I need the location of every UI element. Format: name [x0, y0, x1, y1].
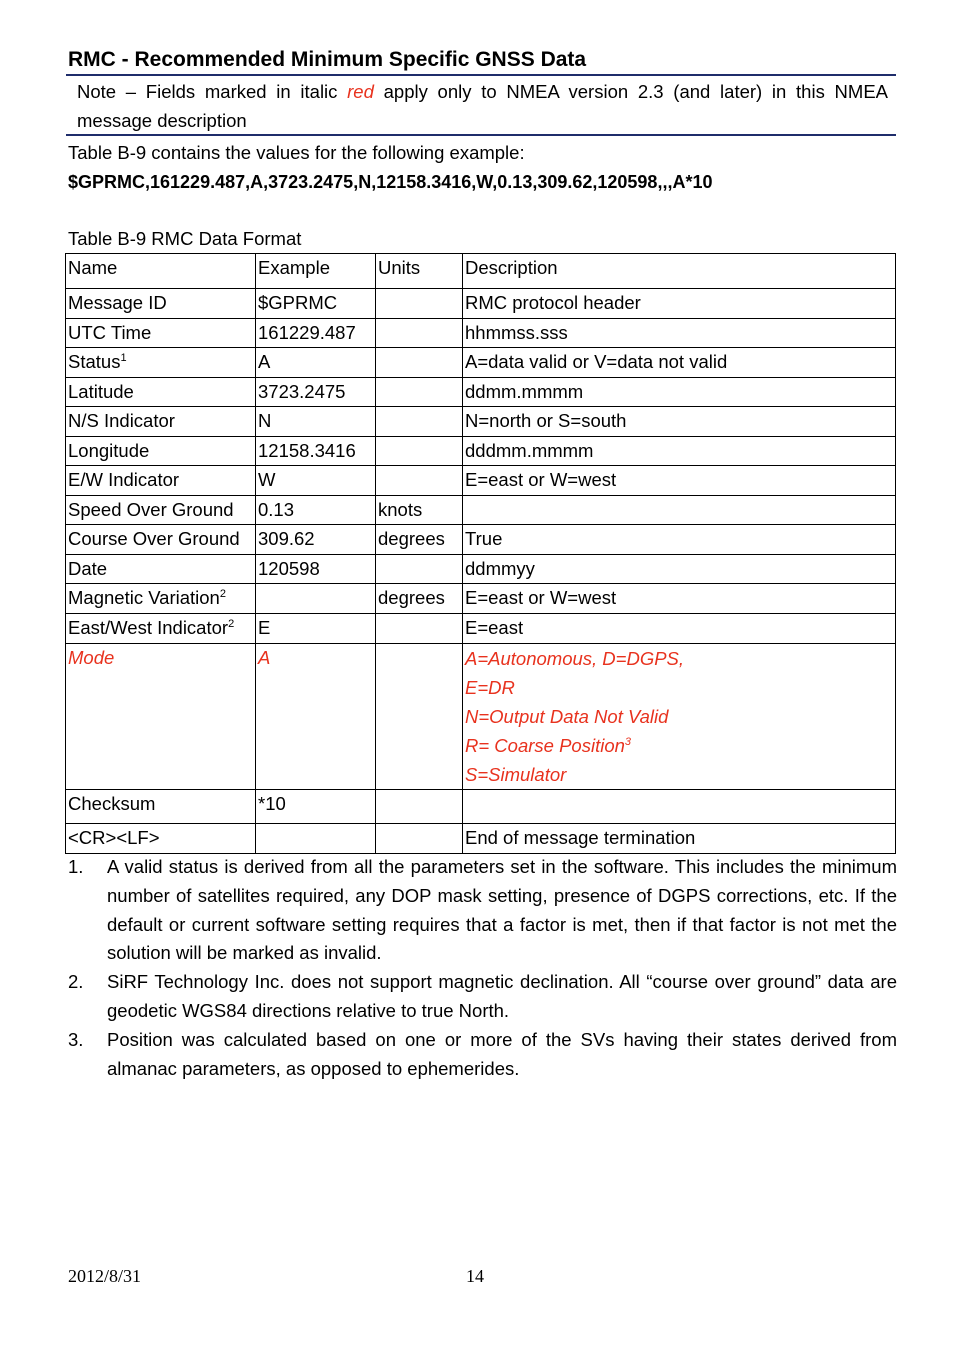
cell-units: [376, 496, 463, 525]
cell-description-text: E=east or W=west: [465, 587, 617, 608]
cell-units: [376, 644, 463, 790]
cell-name: [66, 348, 256, 378]
cell-name-text: Course Over Ground: [68, 528, 240, 549]
cell-name: [66, 437, 256, 466]
cell-name-text: Status: [68, 351, 121, 372]
table-header-row: [66, 254, 896, 289]
cell-units: [376, 378, 463, 407]
cell-description: [463, 437, 896, 466]
cell-name: [66, 466, 256, 496]
cell-name: [66, 319, 256, 348]
table-row: [66, 614, 896, 644]
footnote: [68, 1026, 897, 1084]
cell-name-text: Speed Over Ground: [68, 499, 234, 520]
footnote-number: 2.: [68, 971, 84, 993]
cell-example-text: N: [258, 410, 272, 431]
cell-description-text: E=east or W=west: [465, 469, 617, 490]
cell-example-text: 0.13: [258, 499, 295, 520]
cell-units: [376, 437, 463, 466]
cell-description-text: True: [465, 528, 503, 549]
cell-example: [256, 407, 376, 437]
mode-option-text: R= Coarse Position: [465, 735, 625, 756]
note-prefix: Note – Fields marked in italic: [77, 81, 348, 102]
cell-example-text: A: [258, 351, 271, 372]
mode-option-text: E=DR: [465, 677, 515, 698]
note-suffix: apply only to NMEA version 2.3 (and later) in this NMEA message description: [77, 81, 888, 131]
footnote-text: A valid status is derived from all the parameters set in the software. This includes the minimum number of satellites required, any DOP mask setting, presence of DGPS corrections, etc. If the default or current software setting requires that a factor is met, then if that factor is not met the solution will be marked as invalid.: [107, 856, 897, 964]
cell-example: [256, 437, 376, 466]
cell-name: [66, 824, 256, 854]
mode-option-text: A=Autonomous, D=DGPS,: [465, 648, 685, 669]
cell-units: [376, 824, 463, 854]
mode-option: [465, 644, 895, 673]
cell-name: [66, 525, 256, 555]
cell-description-text: ddmm.mmmm: [465, 381, 584, 402]
cell-units: [376, 407, 463, 437]
header-units: Units: [376, 254, 463, 289]
cell-description-text: E=east: [465, 617, 524, 638]
cell-description: [463, 824, 896, 854]
cell-example: [256, 319, 376, 348]
cell-example: [256, 644, 376, 790]
cell-description-text: A=data valid or V=data not valid: [465, 351, 728, 372]
footnote-text: Position was calculated based on one or more of the SVs having their states derived from almanac parameters, as opposed to ephemerides.: [107, 1028, 897, 1079]
footnote-number: 3.: [68, 1028, 84, 1050]
cell-description-text: End of message termination: [465, 827, 696, 848]
cell-name: [66, 378, 256, 407]
cell-description-text: dddmm.mmmm: [465, 440, 594, 461]
cell-example: [256, 584, 376, 614]
cell-example-text: $GPRMC: [258, 292, 338, 313]
cell-name: [66, 790, 256, 824]
cell-name-text: <CR><LF>: [68, 827, 160, 848]
cell-example: [256, 466, 376, 496]
cell-name: [66, 555, 256, 584]
cell-description: [463, 644, 896, 790]
cell-name-text: Message ID: [68, 292, 167, 313]
footnote-ref: 2: [219, 587, 226, 600]
table-row: [66, 437, 896, 466]
cell-name-text: UTC Time: [68, 322, 152, 343]
mode-option: [465, 702, 895, 731]
mode-option: [465, 673, 895, 702]
cell-example: [256, 525, 376, 555]
footnote: [68, 968, 897, 1026]
cell-description: [463, 378, 896, 407]
footnotes: [68, 853, 897, 1083]
cell-units: [376, 525, 463, 555]
cell-example-text: 12158.3416: [258, 440, 356, 461]
table-row: [66, 319, 896, 348]
cell-example: [256, 348, 376, 378]
table-row: [66, 496, 896, 525]
cell-example: [256, 289, 376, 319]
cell-example: [256, 614, 376, 644]
cell-description: [463, 319, 896, 348]
cell-name-text: East/West Indicator: [68, 617, 229, 638]
section-heading: RMC - Recommended Minimum Specific GNSS Data: [68, 48, 587, 71]
table-row: [66, 555, 896, 584]
cell-name-text: Mode: [68, 647, 115, 668]
header-example: Example: [256, 254, 376, 289]
cell-example-text: 161229.487: [258, 322, 356, 343]
footnote: [68, 853, 897, 968]
cell-description-text: RMC protocol header: [465, 292, 641, 313]
rmc-table: [65, 253, 896, 854]
note-paragraph: [77, 78, 888, 135]
table-row: [66, 466, 896, 496]
table-row: [66, 525, 896, 555]
cell-name: [66, 614, 256, 644]
cell-description: [463, 790, 896, 824]
cell-name-text: Latitude: [68, 381, 134, 402]
mode-option-text: S=Simulator: [465, 764, 567, 785]
cell-name-text: E/W Indicator: [68, 469, 180, 490]
header-description: Description: [463, 254, 896, 289]
cell-name-text: Longitude: [68, 440, 150, 461]
cell-name: [66, 644, 256, 790]
cell-example-text: 309.62: [258, 528, 315, 549]
cell-units: [376, 348, 463, 378]
mode-option: [465, 760, 895, 789]
cell-description-text: N=north or S=south: [465, 410, 627, 431]
cell-units: [376, 319, 463, 348]
table-row-mode: [66, 644, 896, 790]
cell-example: [256, 824, 376, 854]
example-sentence: $GPRMC,161229.487,A,3723.2475,N,12158.3416,W,0.13,309.62,120598,,,A*10: [68, 172, 713, 192]
table-row: [66, 348, 896, 378]
footnote-ref: 1: [120, 351, 127, 364]
cell-description: [463, 407, 896, 437]
cell-example-text: 120598: [258, 558, 320, 579]
cell-units: [376, 614, 463, 644]
cell-name-text: Date: [68, 558, 108, 579]
cell-example-text: W: [258, 469, 276, 490]
mode-option-text: N=Output Data Not Valid: [465, 706, 669, 727]
cell-units: [376, 466, 463, 496]
cell-name: [66, 407, 256, 437]
cell-description: [463, 555, 896, 584]
cell-example-text: E: [258, 617, 271, 638]
cell-example: [256, 496, 376, 525]
cell-example-text: *10: [258, 793, 286, 814]
table-row: [66, 824, 896, 854]
intro-text: Table B-9 contains the values for the following example:: [68, 142, 525, 163]
footnote-ref: 3: [624, 735, 632, 748]
note-red-word: red: [347, 81, 374, 102]
note-rule: [66, 134, 896, 136]
cell-example: [256, 555, 376, 584]
cell-name-text: N/S Indicator: [68, 410, 175, 431]
cell-units-text: degrees: [378, 528, 445, 549]
cell-description: [463, 614, 896, 644]
cell-example-text: 3723.2475: [258, 381, 346, 402]
cell-units: [376, 289, 463, 319]
cell-name-text: Checksum: [68, 793, 156, 814]
footer-date: 2012/8/31: [68, 1266, 142, 1286]
cell-units: [376, 790, 463, 824]
footnote-text: SiRF Technology Inc. does not support magnetic declination. All “course over ground” data are geodetic WGS84 directions relative to true North.: [107, 971, 897, 1021]
table-row: [66, 790, 896, 824]
cell-name: [66, 584, 256, 614]
cell-units: [376, 555, 463, 584]
cell-units-text: degrees: [378, 587, 445, 608]
cell-example: [256, 790, 376, 824]
cell-name-text: Magnetic Variation: [68, 587, 220, 608]
table-row: [66, 407, 896, 437]
table-caption: Table B-9 RMC Data Format: [68, 228, 302, 249]
cell-description: [463, 496, 896, 525]
cell-units: [376, 584, 463, 614]
table-row: [66, 584, 896, 614]
cell-example: [256, 378, 376, 407]
mode-option: [465, 731, 895, 760]
cell-description-text: hhmmss.sss: [465, 322, 568, 343]
cell-example-text: A: [258, 647, 271, 668]
cell-name: [66, 496, 256, 525]
heading-rule: [66, 74, 896, 76]
footnote-ref: 2: [228, 617, 235, 630]
cell-description-text: ddmmyy: [465, 558, 535, 579]
page-number: 14: [466, 1266, 484, 1286]
table-row: [66, 378, 896, 407]
cell-description: [463, 584, 896, 614]
cell-description: [463, 466, 896, 496]
cell-description: [463, 348, 896, 378]
header-name: Name: [66, 254, 256, 289]
footnote-number: 1.: [68, 856, 84, 877]
cell-description: [463, 525, 896, 555]
cell-units-text: knots: [378, 499, 423, 520]
table-row: [66, 289, 896, 319]
cell-description: [463, 289, 896, 319]
cell-name: [66, 289, 256, 319]
